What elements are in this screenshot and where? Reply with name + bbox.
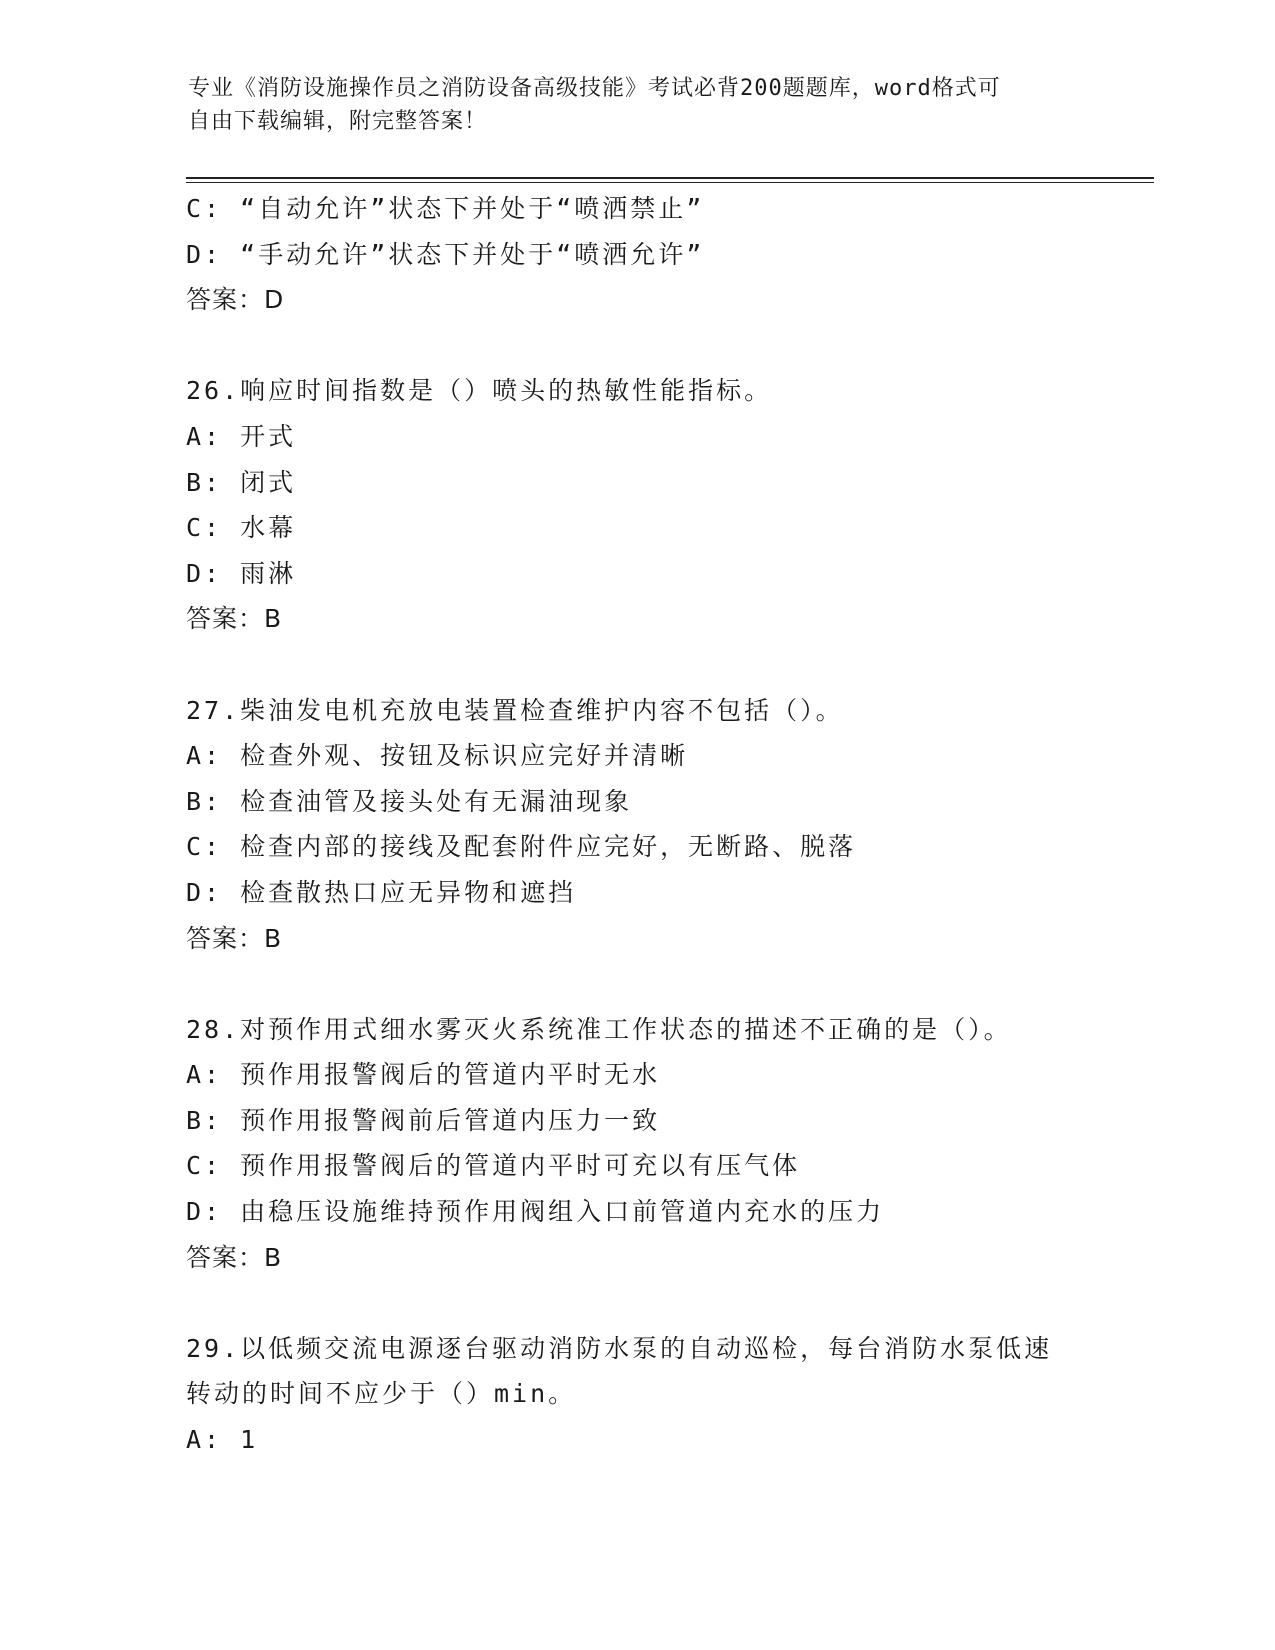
header-divider-thin xyxy=(186,182,1154,183)
answer: 答案：B xyxy=(186,1242,283,1272)
option-b: B: 预作用报警阀前后管道内压力一致 xyxy=(186,1105,661,1135)
answer: 答案：D xyxy=(186,285,285,315)
option-d: D: 检查散热口应无异物和遮挡 xyxy=(186,877,577,907)
option-b: B: 检查油管及接头处有无漏油现象 xyxy=(186,786,633,816)
header-line-1: 专业《消防设施操作员之消防设备高级技能》考试必背200题题库，word格式可 xyxy=(188,76,1001,101)
question-25-tail xyxy=(186,186,1086,323)
spacer xyxy=(186,323,1086,369)
option-a: A: 预作用报警阀后的管道内平时无水 xyxy=(186,1060,661,1090)
document-header xyxy=(188,72,1068,138)
option-d: D: 雨淋 xyxy=(186,558,297,588)
question-28 xyxy=(186,1007,1086,1281)
option-c: C: 检查内部的接线及配套附件应完好，无断路、脱落 xyxy=(186,832,857,862)
header-line-2: 自由下载编辑，附完整答案！ xyxy=(188,109,488,134)
spacer xyxy=(186,1280,1086,1326)
spacer xyxy=(186,961,1086,1007)
answer: 答案：B xyxy=(186,923,283,953)
question-stem: 27.柴油发电机充放电装置检查维护内容不包括（）。 xyxy=(186,695,844,725)
question-27 xyxy=(186,688,1086,962)
header-divider-thick xyxy=(186,177,1154,179)
option-d: D: 由稳压设施维持预作用阀组入口前管道内充水的压力 xyxy=(186,1197,885,1227)
question-26 xyxy=(186,368,1086,642)
question-stem: 28.对预作用式细水雾灭火系统准工作状态的描述不正确的是（）。 xyxy=(186,1014,1012,1044)
question-list xyxy=(186,186,1086,1463)
option-a: A: 1 xyxy=(186,1425,259,1455)
question-stem: 26.响应时间指数是（）喷头的热敏性能指标。 xyxy=(186,376,773,406)
option-c: C: 水幕 xyxy=(186,513,297,543)
option-c: C: 预作用报警阀后的管道内平时可充以有压气体 xyxy=(186,1151,801,1181)
spacer xyxy=(186,642,1086,688)
question-stem-line-1: 29.以低频交流电源逐台驱动消防水泵的自动巡检，每台消防水泵低速 xyxy=(186,1333,1053,1363)
option-b: B: 闭式 xyxy=(186,467,297,497)
question-29 xyxy=(186,1326,1086,1463)
option-d: D: “手动允许”状态下并处于“喷洒允许” xyxy=(186,239,705,269)
option-a: A: 开式 xyxy=(186,421,297,451)
question-stem-line-2: 转动的时间不应少于（）min。 xyxy=(186,1379,577,1409)
option-c: C: “自动允许”状态下并处于“喷洒禁止” xyxy=(186,194,705,223)
answer: 答案：B xyxy=(186,604,283,634)
option-a: A: 检查外观、按钮及标识应完好并清晰 xyxy=(186,741,689,771)
